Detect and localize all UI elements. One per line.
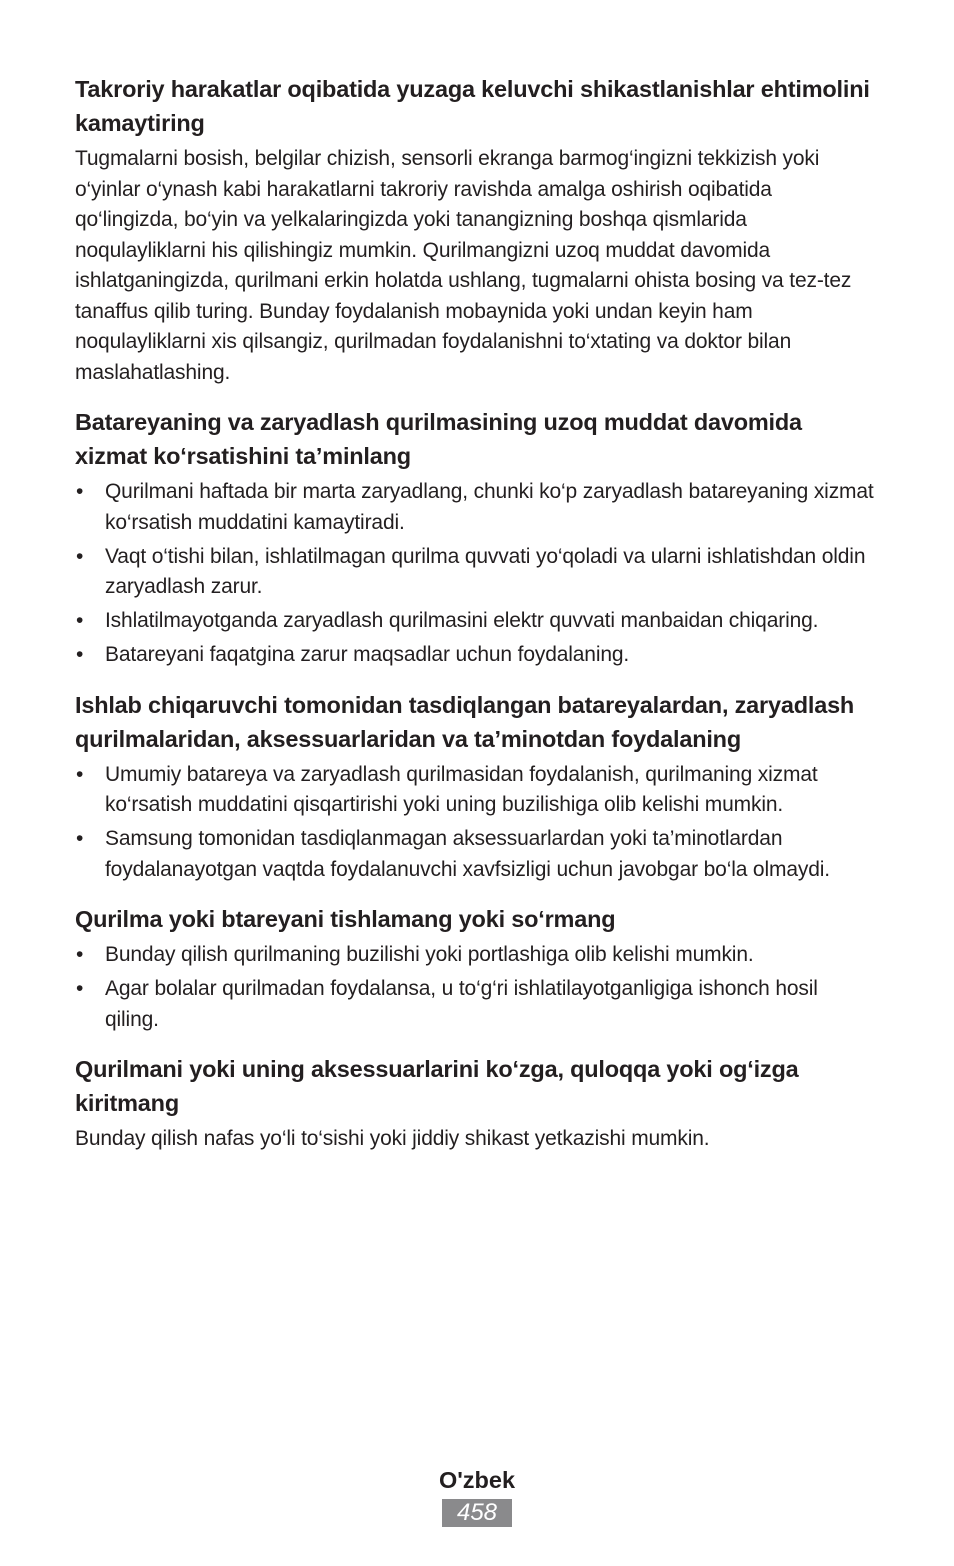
- list-item: [75, 542, 875, 603]
- section-repetitive-motion: [75, 72, 875, 388]
- document-body: [75, 72, 875, 1172]
- bullet-icon: •: [76, 943, 84, 966]
- section-heading: Batareyaning va zaryadlash qurilmasining uzoq muddat davomida xizmat ko‘rsatishini ta’minlang: [75, 409, 802, 469]
- section-battery-life: [75, 405, 875, 671]
- bullet-list: [75, 760, 875, 886]
- page-number: 458: [442, 1499, 512, 1527]
- list-item-text: Bunday qilish qurilmaning buzilishi yoki portlashiga olib kelishi mumkin.: [105, 943, 754, 966]
- bullet-list: [75, 477, 875, 671]
- section-heading: Qurilma yoki btareyani tishlamang yoki so‘rmang: [75, 906, 616, 932]
- list-item-text: Vaqt o‘tishi bilan, ishlatilmagan qurilma quvvati yo‘qoladi va ularni ishlatishdan oldin zaryadlash zarur.: [105, 544, 866, 598]
- page-footer: [0, 1463, 954, 1527]
- list-item-text: Agar bolalar qurilmadan foydalansa, u to‘g‘ri ishlatilayotganligiga ishonch hosil qiling.: [105, 977, 818, 1031]
- bullet-icon: •: [76, 977, 84, 1000]
- section-paragraph: Tugmalarni bosish, belgilar chizish, sensorli ekranga barmog‘ingizni tekkizish yoki o‘yinlar o‘ynash kabi harakatlarni takroriy ravishda amalga oshirish oqibatida qo‘lingizda, bo‘yin va yelkalaringizda yoki tanangizning boshqa qismlarida noqulayliklarni his qilishingiz mumkin. Qurilmangizni uzoq muddat davomida ishlatganingizda, qurilmani erkin holatda ushlang, tugmalarni ohista bosing va tez-tez tanaffus qilib turing. Bunday foydalanish mobaynida yoki undan keyin ham noqulayliklarni xis qilsangiz, qurilmadan foydalanishni to‘xtating va doktor bilan maslahatlashing.: [75, 147, 852, 384]
- list-item-text: Qurilmani haftada bir marta zaryadlang, chunki ko‘p zaryadlash batareyaning xizmat ko‘rsatish muddatini kamaytiradi.: [105, 480, 874, 534]
- bullet-icon: •: [76, 643, 84, 666]
- bullet-icon: •: [76, 480, 84, 503]
- bullet-icon: •: [76, 609, 84, 632]
- list-item-text: Ishlatilmayotganda zaryadlash qurilmasini elektr quvvati manbaidan chiqaring.: [105, 609, 819, 632]
- list-item-text: Batareyani faqatgina zarur maqsadlar uchun foydalaning.: [105, 643, 630, 666]
- section-approved-accessories: [75, 688, 875, 886]
- section-do-not-bite: [75, 902, 875, 1035]
- bullet-icon: •: [76, 762, 84, 786]
- section-heading: Qurilmani yoki uning aksessuarlarini ko‘zga, quloqqa yoki og‘izga kiritmang: [75, 1056, 799, 1116]
- section-do-not-insert: [75, 1052, 875, 1155]
- language-label: O'zbek: [438, 1467, 516, 1493]
- bullet-icon: •: [76, 827, 84, 850]
- bullet-list: [75, 940, 875, 1035]
- list-item: [75, 974, 875, 1035]
- list-item-text: Umumiy batareya va zaryadlash qurilmasidan foydalanish, qurilmaning xizmat ko‘rsatish muddatini qisqartirishi yoki uning buzilishiga olib kelishi mumkin.: [105, 762, 818, 816]
- list-item: [75, 940, 875, 971]
- list-item: [75, 824, 875, 885]
- list-item: [75, 640, 875, 671]
- list-item: [75, 477, 875, 538]
- list-item: [75, 606, 875, 637]
- bullet-icon: •: [76, 544, 84, 568]
- list-item-text: Samsung tomonidan tasdiqlanmagan aksessuarlardan yoki ta’minotlardan foydalanayotgan vaqtda foydalanuvchi xavfsizligi uchun javobgar bo‘la olmaydi.: [105, 827, 830, 881]
- section-heading: Ishlab chiqaruvchi tomonidan tasdiqlangan batareyalardan, zaryadlash qurilmalaridan, aksessuarlaridan va ta’minotdan foydalaning: [75, 691, 855, 752]
- list-item: [75, 760, 875, 821]
- section-heading: Takroriy harakatlar oqibatida yuzaga keluvchi shikastlanishlar ehtimolini kamaytiring: [75, 76, 870, 136]
- section-paragraph: Bunday qilish nafas yo‘li to‘sishi yoki jiddiy shikast yetkazishi mumkin.: [75, 1127, 710, 1150]
